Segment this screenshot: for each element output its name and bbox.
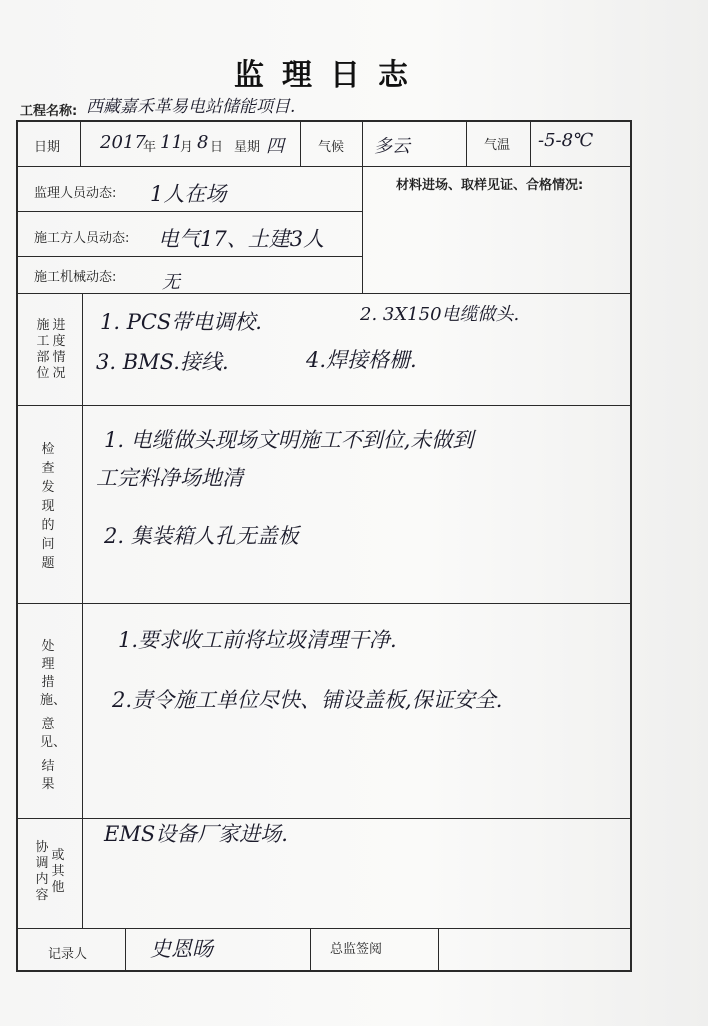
rule-inspection-bottom [17, 603, 631, 604]
progress-section-label [28, 318, 74, 382]
progress-label-b: 进度情况 [52, 318, 66, 381]
progress-label-a: 施工部位 [36, 318, 50, 381]
rule-v-footer-3 [438, 928, 439, 972]
machinery-status-label: 施工机械动态: [34, 270, 117, 285]
rule-v-date-3 [362, 121, 363, 167]
recorder-label: 记录人 [48, 947, 88, 962]
inspection-line-1: 1. 电缆做头现场文明施工不到位,未做到 [104, 428, 474, 452]
inspection-line-2: 工完料净场地清 [96, 466, 243, 490]
inspection-section-label [38, 440, 58, 573]
progress-line-1b: 2. 3X150电缆做头. [360, 304, 520, 325]
handling-label-c: 结果 [41, 759, 55, 792]
chief-approval-field[interactable] [440, 930, 630, 970]
handling-line-1: 1.要求收工前将垃圾清理干净. [118, 628, 397, 652]
date-year-unit: 年 [143, 140, 157, 155]
handling-label-a: 处理措施、 [40, 639, 67, 708]
progress-line-2b: 4.焊接格栅. [306, 348, 417, 372]
handling-label-b: 意见、 [40, 717, 67, 750]
rule-v-personnel [362, 166, 363, 294]
date-label: 日期 [34, 140, 61, 155]
project-name-label: 工程名称: [20, 104, 78, 119]
date-day: 8 [197, 132, 209, 153]
rule-contractor-bottom [17, 256, 362, 257]
materials-label: 材料进场、取样见证、合格情况: [396, 178, 584, 193]
coordination-label-a: 协调内容 [35, 840, 49, 903]
weather-value: 多云 [374, 136, 410, 157]
rule-progress-bottom [17, 405, 631, 406]
rule-v-footer-1 [125, 928, 126, 972]
contractor-status-value: 电气17、土建3人 [158, 227, 325, 251]
rule-coordination-bottom [17, 928, 631, 929]
date-day-unit: 日 [210, 140, 224, 155]
supervisor-status-label: 监理人员动态: [34, 186, 117, 201]
handling-line-2: 2.责令施工单位尽快、铺设盖板,保证安全. [112, 688, 503, 712]
coordination-section-label [30, 840, 70, 904]
rule-date-bottom [17, 166, 631, 167]
week-value: 四 [266, 136, 284, 157]
recorder-signature: 史恩旸 [150, 937, 213, 961]
rule-v-date-1 [80, 121, 81, 167]
machinery-status-value: 无 [162, 272, 180, 293]
progress-line-1a: 1. PCS带电调校. [100, 310, 262, 334]
temperature-label: 气温 [484, 138, 511, 153]
temperature-value: -5-8℃ [538, 130, 594, 151]
project-name-value: 西藏嘉禾革易电站储能项目. [86, 97, 296, 117]
rule-v-footer-2 [310, 928, 311, 972]
date-month-unit: 月 [180, 140, 194, 155]
handling-section-label [28, 638, 68, 794]
weather-label: 气候 [318, 140, 345, 155]
week-label: 星期 [234, 140, 261, 155]
coordination-line-1: EMS设备厂家进场. [104, 822, 288, 846]
coordination-label-b: 或其他 [51, 848, 65, 895]
rule-personnel-bottom [17, 293, 631, 294]
rule-v-date-4 [466, 121, 467, 167]
page-title: 监理日志 [234, 58, 426, 93]
rule-v-date-2 [300, 121, 301, 167]
date-year: 2017 [100, 132, 146, 153]
chief-approval-label: 总监签阅 [330, 942, 383, 957]
progress-line-2a: 3. BMS.接线. [96, 350, 229, 374]
rule-v-sections [82, 293, 83, 929]
supervisor-status-value: 1人在场 [150, 182, 227, 206]
contractor-status-label: 施工方人员动态: [34, 231, 130, 246]
rule-v-date-5 [530, 121, 531, 167]
rule-supervisor-bottom [17, 211, 362, 212]
inspection-label: 检查发现的问题 [41, 442, 55, 571]
date-month: 11 [160, 132, 183, 153]
inspection-line-3: 2. 集装箱人孔无盖板 [104, 524, 299, 548]
